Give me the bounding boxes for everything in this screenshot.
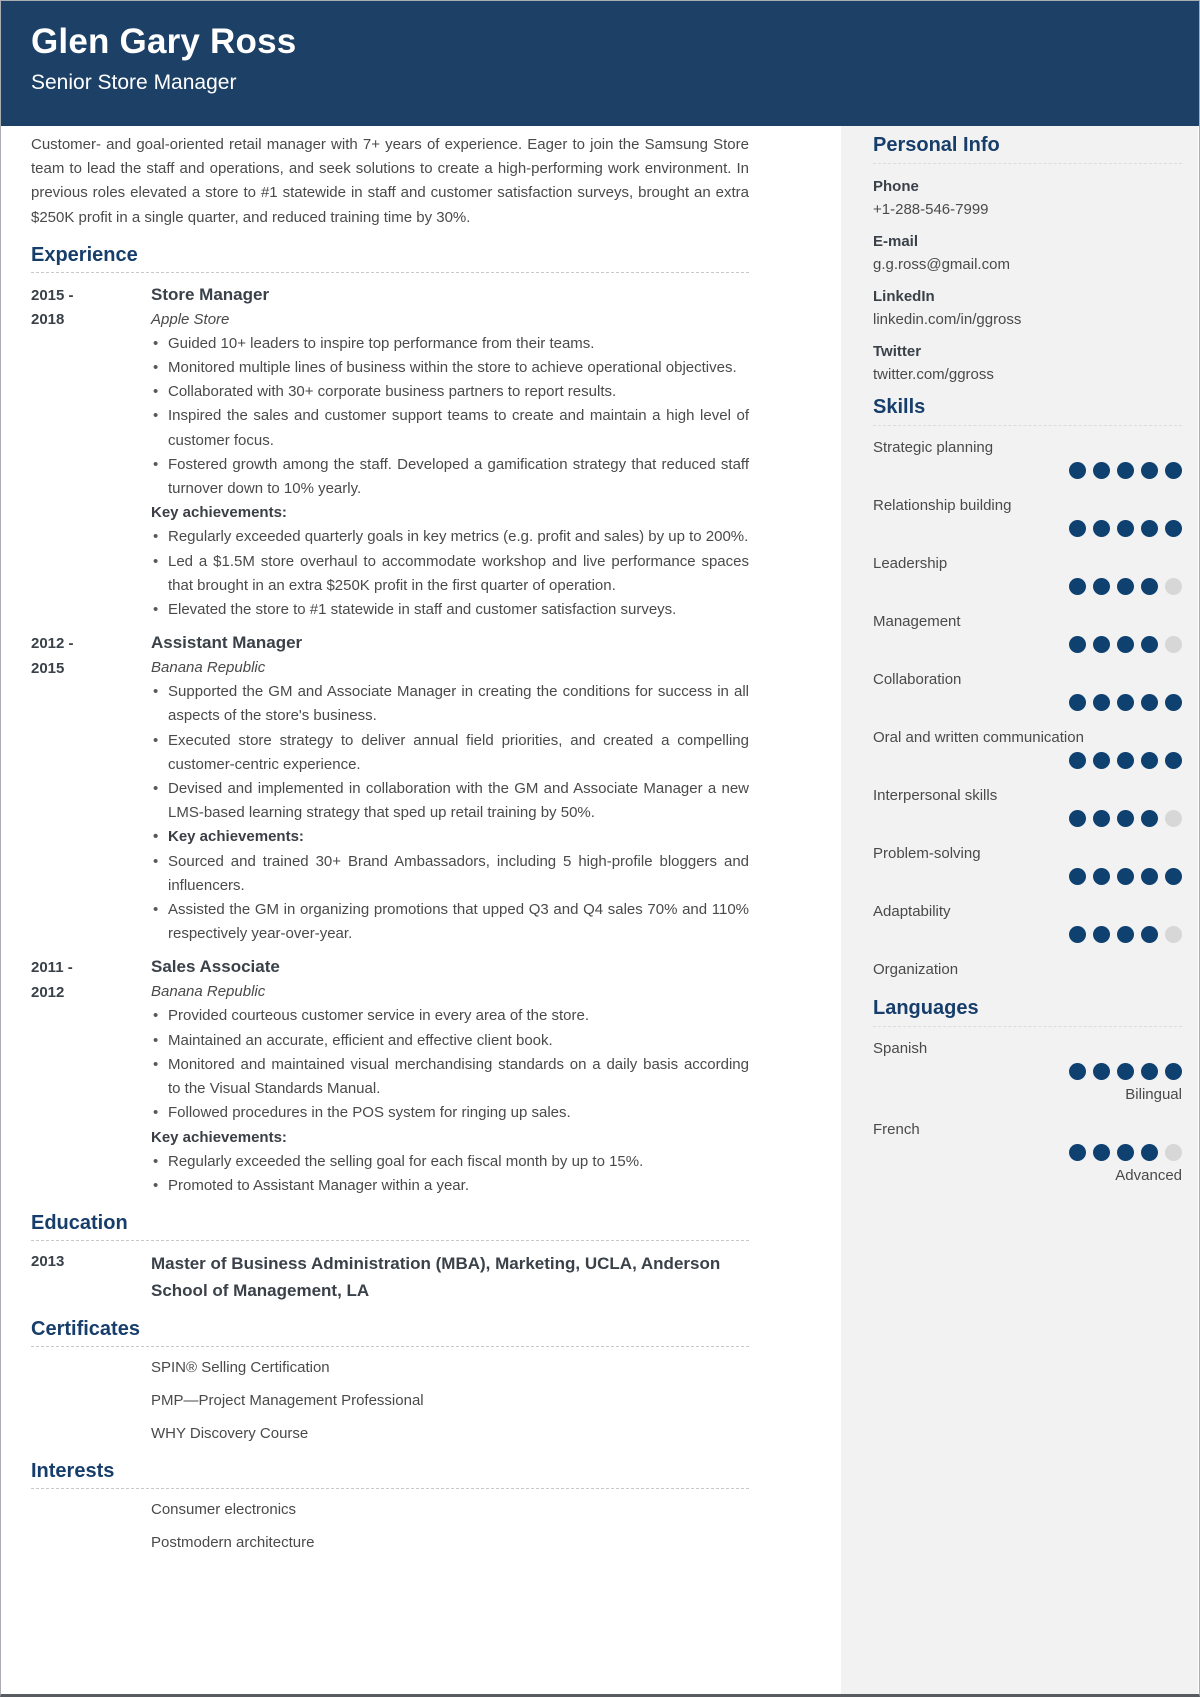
job-dates [31,630,151,946]
contact-field-value: linkedin.com/in/ggross [873,311,1022,328]
interests-section [31,1460,749,1555]
rating-dot-filled [1093,752,1110,769]
skill-rating-dots [873,752,1182,769]
skill-label: Organization [873,961,959,978]
achievement-bullet: • Assisted the GM in organizing promotions that upped Q3 and Q4 sales 70% and 110% respectively year-over-year. [151,898,749,946]
rating-dot-filled [1069,752,1086,769]
certificate-item: SPIN® Selling Certification [151,1359,330,1377]
skills-section [873,396,1182,981]
key-achievements-label: • Key achievements: [151,825,749,849]
job-date-end: 2015 [31,659,65,677]
education-section [31,1212,749,1304]
rating-dot-filled [1141,462,1158,479]
skill-rating-dots [873,520,1182,537]
personal-info-field [873,230,1182,276]
contact-field-label: E-mail [873,233,919,250]
job-bullet: • Inspired the sales and customer support teams to create and maintain a high level of customer focus. [151,404,749,452]
job-title: Sales Associate [151,957,280,977]
rating-dot-filled [1165,520,1182,537]
job-dates [31,282,151,622]
rating-dot-filled [1069,636,1086,653]
personal-info-field [873,175,1182,221]
header [1,1,1199,126]
rating-dot-filled [1069,520,1086,537]
skill-label: Collaboration [873,671,962,688]
rating-dot-filled [1093,810,1110,827]
rating-dot-filled [1117,752,1134,769]
rating-dot-filled [1165,462,1182,479]
sidebar-divider [873,1026,1182,1027]
rating-dot-filled [1165,868,1182,885]
language-label: French [873,1121,920,1138]
skill-label: Oral and written communication [873,729,1084,746]
achievement-bullet: • Sourced and trained 30+ Brand Ambassadors, including 5 high-profile bloggers and influencers. [151,850,749,898]
interest-item: Consumer electronics [151,1501,297,1519]
rating-dot-filled [1117,868,1134,885]
skill-label: Strategic planning [873,439,994,456]
interest-item: Postmodern architecture [151,1534,315,1552]
skill-item [873,959,1182,981]
achievement-bullet: • Regularly exceeded the selling goal for each fiscal month by up to 15%. [151,1150,749,1174]
skill-item [873,727,1182,769]
rating-dot-empty [1165,926,1182,943]
job-bullet-list [151,680,749,825]
job-bullet: • Monitored multiple lines of business within the store to achieve operational objectives. [151,356,749,380]
contact-field-label: LinkedIn [873,288,935,305]
rating-dot-filled [1069,926,1086,943]
personal-info-section [873,134,1182,386]
job-bullet-list [151,1004,749,1125]
skill-label: Relationship building [873,497,1012,514]
job-date-end: 2018 [31,311,65,329]
rating-dot-filled [1117,1144,1134,1161]
person-job-title: Senior Store Manager [31,71,237,94]
skills-heading: Skills [873,396,926,418]
job-bullet-list [151,332,749,501]
section-divider [31,1488,749,1489]
skill-item [873,553,1182,595]
rating-dot-filled [1093,462,1110,479]
job-company: Banana Republic [151,983,266,1001]
job-date-end: 2012 [31,983,65,1001]
job-entry [31,630,749,946]
rating-dot-filled [1141,1144,1158,1161]
contact-field-value: +1-288-546-7999 [873,201,989,218]
rating-dot-filled [1069,578,1086,595]
job-bullet: • Collaborated with 30+ corporate business partners to report results. [151,380,749,404]
rating-dot-filled [1141,926,1158,943]
language-level: Advanced [1115,1167,1182,1184]
skill-label: Adaptability [873,903,951,920]
language-level: Bilingual [1125,1086,1182,1103]
rating-dot-filled [1093,868,1110,885]
achievement-bullet: • Promoted to Assistant Manager within a year. [151,1174,749,1198]
rating-dot-filled [1117,810,1134,827]
rating-dot-empty [1165,578,1182,595]
achievement-list [151,850,749,947]
certificate-item: PMP—Project Management Professional [151,1392,424,1410]
job-entry [31,954,749,1198]
rating-dot-filled [1117,520,1134,537]
sidebar-divider [873,163,1182,164]
skill-rating-dots [873,578,1182,595]
skill-label: Leadership [873,555,948,572]
job-date-start: 2015 - [31,286,74,304]
rating-dot-filled [1141,810,1158,827]
job-bullet: • Maintained an accurate, efficient and effective client book. [151,1029,749,1053]
skill-item [873,901,1182,943]
personal-info-heading: Personal Info [873,134,1000,156]
contact-field-label: Phone [873,178,919,195]
personal-info-field [873,340,1182,386]
interests-list [151,1498,749,1555]
rating-dot-filled [1165,752,1182,769]
job-title: Assistant Manager [151,633,303,653]
job-bullet: • Fostered growth among the staff. Developed a gamification strategy that reduced staff turnover down to 10% yearly. [151,453,749,501]
job-bullet: • Guided 10+ leaders to inspire top performance from their teams. [151,332,749,356]
certificates-section [31,1318,749,1446]
rating-dot-filled [1141,578,1158,595]
job-date-start: 2012 - [31,635,74,653]
job-dates [31,954,151,1198]
language-label: Spanish [873,1040,928,1057]
rating-dot-filled [1117,1063,1134,1080]
rating-dot-filled [1093,1063,1110,1080]
skill-rating-dots [873,694,1182,711]
job-company: Apple Store [151,310,230,328]
achievement-bullet: • Led a $1.5M store overhaul to accommodate workshop and live performance spaces that brought in an extra $250K profit in the first quarter of operation. [151,550,749,598]
rating-dot-filled [1141,520,1158,537]
achievement-bullet: • Elevated the store to #1 statewide in staff and customer satisfaction surveys. [151,598,749,622]
skill-rating-dots [873,810,1182,827]
rating-dot-filled [1093,1144,1110,1161]
interests-heading: Interests [31,1460,115,1483]
rating-dot-filled [1069,868,1086,885]
contact-field-value: twitter.com/ggross [873,366,994,383]
rating-dot-filled [1165,1063,1182,1080]
rating-dot-filled [1141,752,1158,769]
skill-item [873,785,1182,827]
skill-item [873,495,1182,537]
key-achievements-label: Key achievements: [151,504,287,522]
achievement-list [151,1150,749,1198]
skill-label: Interpersonal skills [873,787,998,804]
education-year: 2013 [31,1253,65,1271]
education-heading: Education [31,1212,128,1235]
skill-rating-dots [873,636,1182,653]
skill-item [873,669,1182,711]
rating-dot-filled [1069,462,1086,479]
rating-dot-filled [1069,1144,1086,1161]
rating-dot-filled [1141,636,1158,653]
rating-dot-filled [1093,694,1110,711]
rating-dot-filled [1069,694,1086,711]
rating-dot-empty [1165,810,1182,827]
certificates-list [151,1356,749,1446]
languages-section [873,997,1182,1186]
rating-dot-filled [1117,636,1134,653]
rating-dot-filled [1093,520,1110,537]
rating-dot-filled [1069,1063,1086,1080]
job-entry [31,282,749,622]
experience-heading: Experience [31,243,138,266]
job-body [151,954,749,1198]
rating-dot-filled [1117,578,1134,595]
skills-list [873,437,1182,981]
rating-dot-filled [1117,694,1134,711]
key-achievements-label: Key achievements: [151,1128,287,1146]
language-item [873,1119,1182,1186]
certificate-item: WHY Discovery Course [151,1425,309,1443]
skill-label: Problem-solving [873,845,981,862]
rating-dot-filled [1141,694,1158,711]
achievement-bullet: • Regularly exceeded quarterly goals in key metrics (e.g. profit and sales) by up to 200%. [151,525,749,549]
person-name: Glen Gary Ross [31,22,297,61]
rating-dot-filled [1093,636,1110,653]
job-date-start: 2011 - [31,959,73,977]
contact-field-label: Twitter [873,343,922,360]
language-item [873,1038,1182,1105]
skill-label: Management [873,613,961,630]
education-entry [31,1250,749,1304]
professional-summary: Customer- and goal-oriented retail manager with 7+ years of experience. Eager to join the Samsung Store team to lead the staff and operations, and seek solutions to create a high-performing work environment. In previous roles elevated a store to #1 statewide in staff and customer satisfaction surveys, brought an extra $250K profit in a single quarter, and reduced training time by 30%. [31,136,749,226]
job-company: Banana Republic [151,659,266,677]
personal-info-field [873,285,1182,331]
skill-item [873,611,1182,653]
sidebar-divider [873,425,1182,426]
section-divider [31,1240,749,1241]
job-bullet: • Provided courteous customer service in every area of the store. [151,1004,749,1028]
rating-dot-filled [1141,1063,1158,1080]
personal-info-list [873,175,1182,386]
job-body [151,630,749,946]
skill-rating-dots [873,926,1182,943]
achievement-list [151,525,749,622]
education-degree: Master of Business Administration (MBA), Marketing, UCLA, Anderson School of Management, LA [151,1254,721,1301]
rating-dot-filled [1117,926,1134,943]
sidebar [841,126,1198,1694]
certificates-heading: Certificates [31,1318,140,1341]
job-body [151,282,749,622]
rating-dot-filled [1069,810,1086,827]
rating-dot-empty [1165,1144,1182,1161]
job-bullet: • Executed store strategy to deliver annual field priorities, and created a compelling customer-centric experience. [151,729,749,777]
rating-dot-filled [1165,694,1182,711]
job-bullet: • Monitored and maintained visual merchandising standards on a daily basis according to the Visual Standards Manual. [151,1053,749,1101]
experience-section [31,244,749,1198]
language-rating-dots [873,1144,1182,1161]
contact-field-value: g.g.ross@gmail.com [873,256,1010,273]
skill-rating-dots [873,462,1182,479]
section-divider [31,272,749,273]
section-divider [31,1346,749,1347]
rating-dot-filled [1093,926,1110,943]
rating-dot-filled [1093,578,1110,595]
job-bullet: • Followed procedures in the POS system for ringing up sales. [151,1101,749,1125]
main-column [31,126,749,1564]
skill-item [873,437,1182,479]
job-title: Store Manager [151,284,270,304]
rating-dot-filled [1117,462,1134,479]
languages-list [873,1038,1182,1186]
job-bullet: • Supported the GM and Associate Manager in creating the conditions for success in all aspects of the store's business. [151,680,749,728]
job-bullet: • Devised and implemented in collaboration with the GM and Associate Manager a new LMS-based learning strategy that sped up retail training by 50%. [151,777,749,825]
rating-dot-empty [1165,636,1182,653]
rating-dot-filled [1141,868,1158,885]
language-rating-dots [873,1063,1182,1080]
languages-heading: Languages [873,997,979,1019]
skill-item [873,843,1182,885]
skill-rating-dots [873,868,1182,885]
